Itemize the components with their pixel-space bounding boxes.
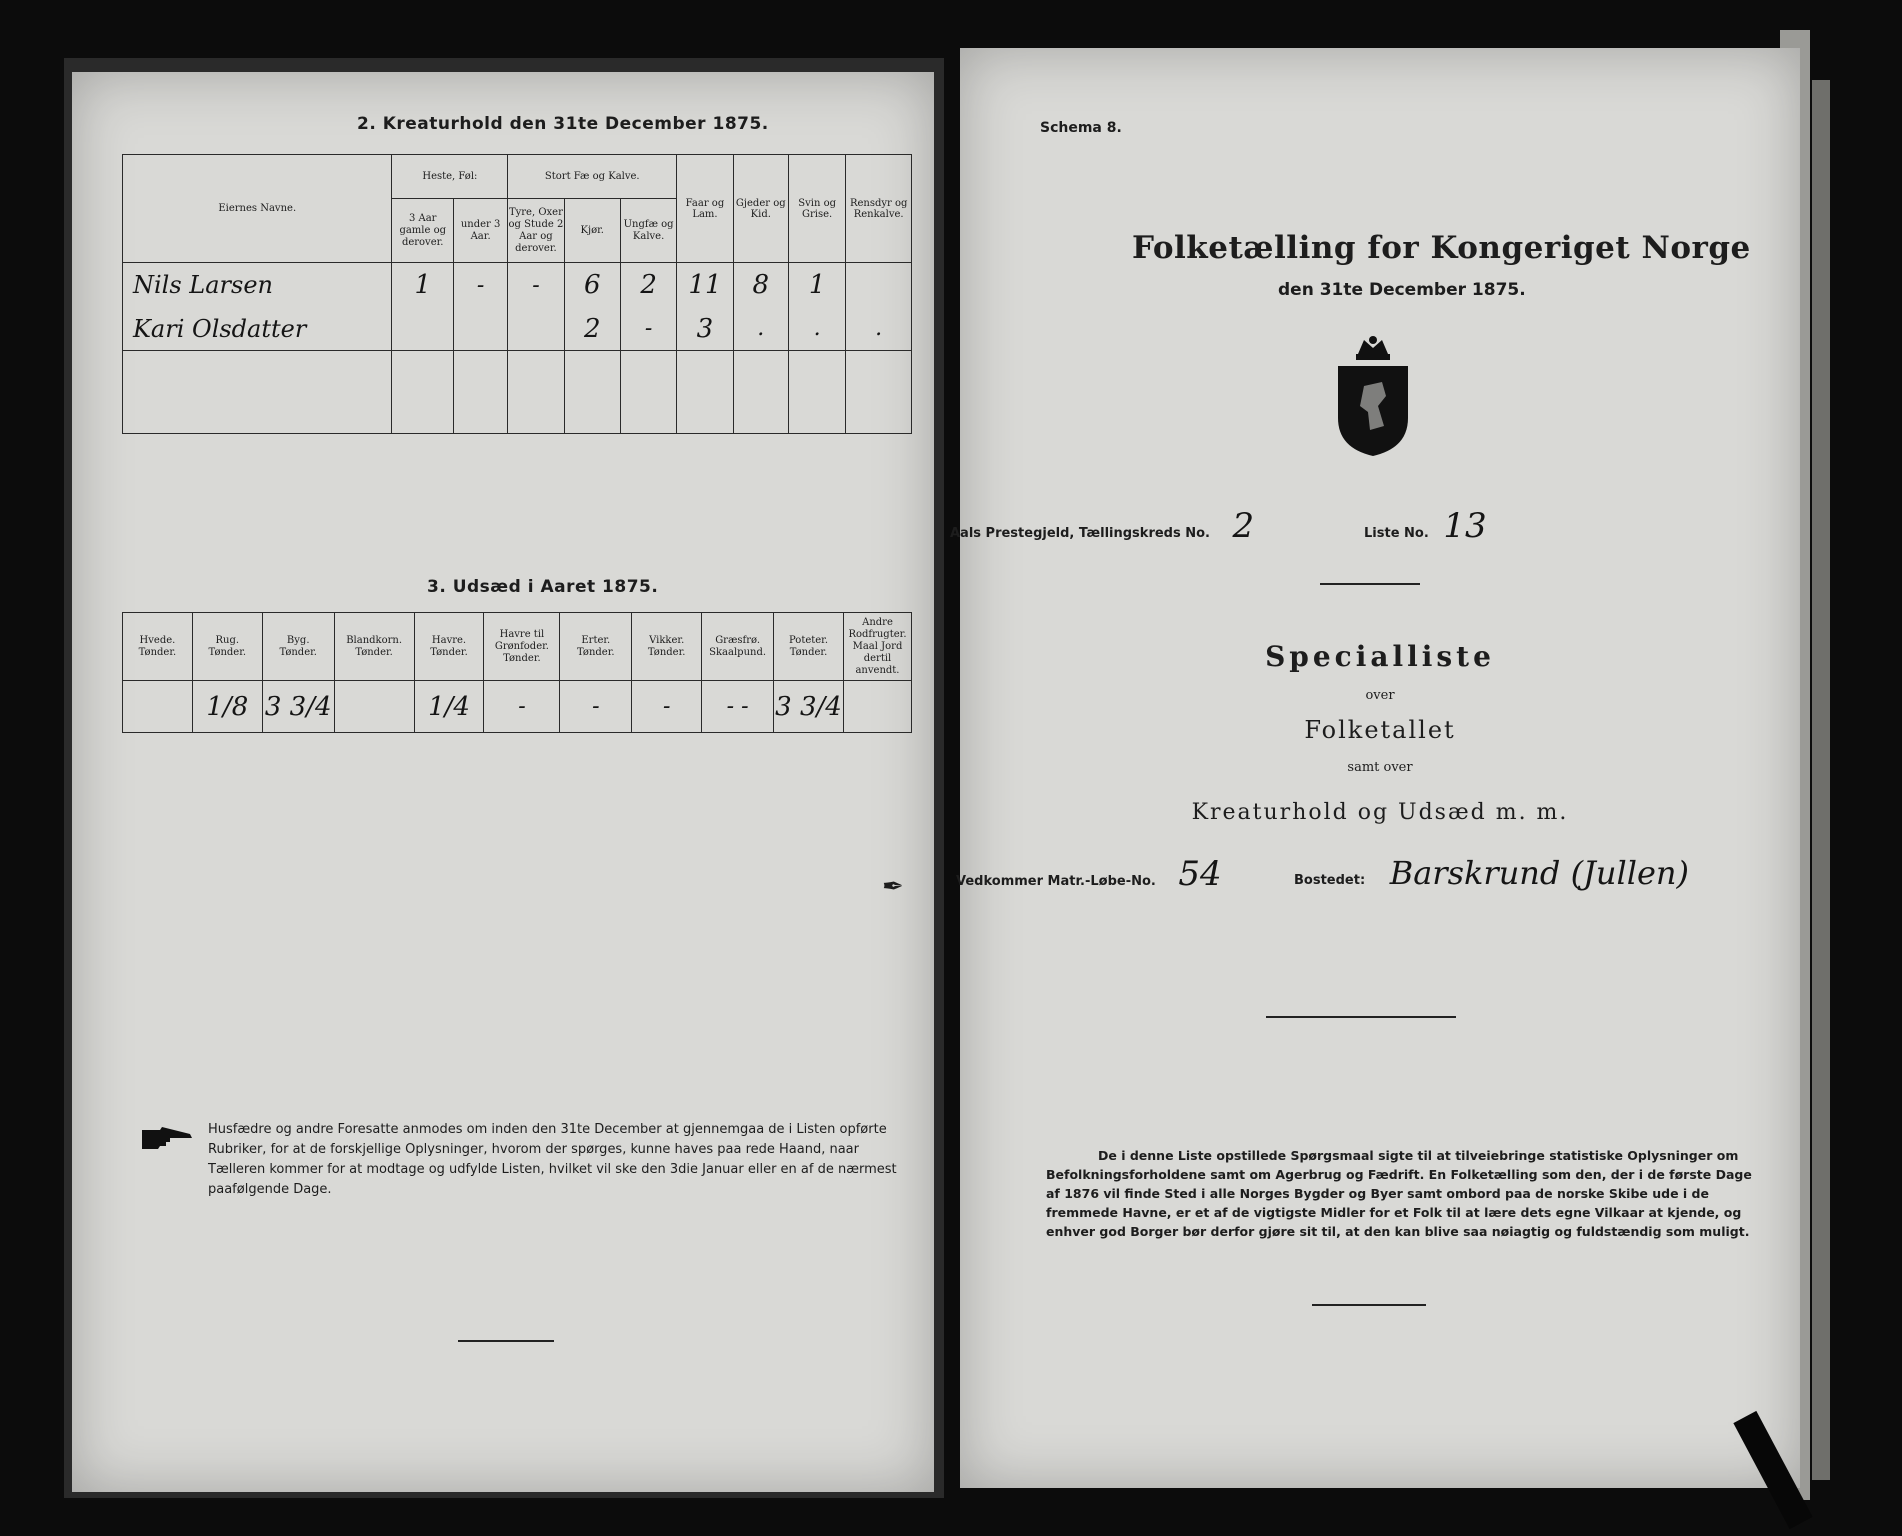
col-rensdyr: Rensdyr og Renkalve. bbox=[846, 155, 912, 263]
divider bbox=[1320, 583, 1420, 585]
page-date: den 31te December 1875. bbox=[1278, 280, 1526, 300]
prestegjeld-label bbox=[950, 506, 1254, 546]
liste-label bbox=[1364, 506, 1487, 546]
udsaed-col-unit: Tønder. bbox=[577, 646, 615, 658]
udsaed-col-unit: Tønder. bbox=[647, 646, 686, 658]
udsaed-col-label: Andre Rodfrugter. bbox=[848, 616, 907, 640]
cell-value: - - bbox=[702, 681, 774, 733]
divider bbox=[458, 1340, 554, 1342]
ink-smudge-icon: ✒ bbox=[882, 872, 904, 902]
cell-value: 2 bbox=[564, 307, 620, 351]
cell-value bbox=[843, 681, 911, 733]
schema-label: Schema 8. bbox=[1040, 120, 1122, 136]
over-text: over bbox=[1365, 688, 1395, 703]
liste-number: 13 bbox=[1443, 506, 1487, 546]
table-row bbox=[123, 263, 912, 307]
samt-over-text: samt over bbox=[1347, 760, 1413, 775]
udsaed-header-row bbox=[123, 613, 912, 681]
specialliste-title: Specialliste bbox=[1265, 640, 1495, 673]
cell-value: - bbox=[484, 681, 560, 733]
udsaed-col-unit: Tønder. bbox=[138, 646, 177, 658]
bosted-value: Barskrund (Jullen) bbox=[1389, 854, 1689, 892]
udsaed-heading: 3. Udsæd i Aaret 1875. bbox=[427, 577, 659, 597]
liste-text: Liste No. bbox=[1364, 526, 1429, 541]
cell-value: 3 3/4 bbox=[262, 681, 334, 733]
udsaed-col-unit: Maal Jord dertil anvendt. bbox=[852, 640, 903, 676]
matr-number: 54 bbox=[1178, 854, 1222, 894]
udsaed-col-unit: Tønder. bbox=[355, 646, 393, 658]
cell-value: 11 bbox=[677, 263, 733, 307]
cell-value: 6 bbox=[564, 263, 620, 307]
udsaed-col-unit: Tønder. bbox=[208, 646, 247, 658]
cell-value: 3 3/4 bbox=[774, 681, 844, 733]
udsaed-col-label: Havre til Grønfoder. bbox=[494, 628, 549, 652]
cell-value: - bbox=[620, 307, 676, 351]
cell-value: . bbox=[788, 307, 845, 351]
udsaed-table bbox=[122, 612, 912, 733]
udsaed-col-unit: Tønder. bbox=[430, 646, 468, 658]
udsaed-col-label: Vikker. bbox=[649, 634, 685, 646]
kreds-number: 2 bbox=[1232, 506, 1255, 546]
owner-name: Kari Olsdatter bbox=[123, 307, 392, 351]
kreatur-udsaed-title: Kreaturhold og Udsæd m. m. bbox=[1191, 800, 1569, 825]
udsaed-col-unit: Tønder. bbox=[503, 652, 541, 664]
udsaed-col-unit: Skaalpund. bbox=[709, 646, 767, 658]
divider bbox=[1312, 1304, 1426, 1306]
col-gjeder: Gjeder og Kid. bbox=[733, 155, 788, 263]
left-page bbox=[72, 72, 934, 1492]
cell-value: . bbox=[733, 307, 788, 351]
cell-value: 8 bbox=[733, 263, 788, 307]
bosted-label bbox=[1294, 854, 1689, 892]
udsaed-col-label: Poteter. bbox=[788, 634, 829, 646]
page-title: Folketælling for Kongeriget Norge bbox=[1132, 230, 1751, 266]
table-row bbox=[123, 307, 912, 351]
udsaed-col-label: Havre. bbox=[431, 634, 467, 646]
udsaed-col-label: Rug. bbox=[215, 634, 240, 646]
udsaed-col-label: Blandkorn. bbox=[346, 634, 403, 646]
cell-value bbox=[392, 307, 453, 351]
prestegjeld-text: Aals Prestegjeld, Tællingskreds No. bbox=[950, 526, 1210, 541]
udsaed-col-unit: Tønder. bbox=[789, 646, 828, 658]
cell-value bbox=[508, 307, 564, 351]
kreatur-heading: 2. Kreaturhold den 31te December 1875. bbox=[357, 114, 769, 134]
col-stort-c: Ungfæ og Kalve. bbox=[620, 198, 676, 263]
owner-name: Nils Larsen bbox=[123, 263, 392, 307]
notice-text: Husfædre og andre Foresatte anmodes om inden den 31te December at gjennemgaa de i Listen opførte Rubriker, for at de forskjellige Oplysninger, hvorom der spørges, kunne haves paa rede Haand, naar Tælleren kommer for at modtage og udfylde Listen, hvilket vil ske den 3die Januar eller en af de nærmest paafølgende Dage. bbox=[208, 1122, 897, 1197]
cell-value: - bbox=[632, 681, 702, 733]
coat-of-arms-icon bbox=[1330, 336, 1416, 458]
table-row bbox=[123, 681, 912, 733]
cell-value: 2 bbox=[620, 263, 676, 307]
col-svin: Svin og Grise. bbox=[788, 155, 845, 263]
udsaed-col-label: Erter. bbox=[581, 634, 611, 646]
cell-value: - bbox=[453, 263, 507, 307]
table-row bbox=[123, 351, 912, 434]
right-page bbox=[950, 48, 1800, 1488]
cell-value bbox=[334, 681, 414, 733]
col-faar: Faar og Lam. bbox=[677, 155, 733, 263]
cell-value bbox=[846, 263, 912, 307]
col-stort-a: Tyre, Oxer og Stude 2 Aar og derover. bbox=[508, 198, 564, 263]
notice-text: De i denne Liste opstillede Spørgsmaal sigte til at tilveiebringe statistiske Oplysninger om Befolkningsforholdene samt om Agerbrug og Fædrift. En Folketælling som den, der i de første Dage af 1876 vil finde Sted i alle Norges Bygder og Byer samt ombord paa de norske Skibe ude i de fremmede Havne, er et af de vigtigste Midler for et Folk til at lære dets egne Vilkaar at kjende, og enhver god Borger bør derfor gjøre sit til, at den kan blive saa nøiagtig og fuldstændig som muligt. bbox=[1046, 1148, 1752, 1239]
matr-label bbox=[956, 854, 1222, 894]
cell-value bbox=[453, 307, 507, 351]
pointing-hand-icon bbox=[140, 1124, 196, 1152]
folketallet-title: Folketallet bbox=[1304, 716, 1456, 744]
cell-value: . bbox=[846, 307, 912, 351]
col-heste: Heste, Føl: bbox=[392, 155, 508, 199]
bosted-text: Bostedet: bbox=[1294, 873, 1366, 888]
col-heste-b: under 3 Aar. bbox=[453, 198, 507, 263]
cell-value: 1 bbox=[392, 263, 453, 307]
col-stort-fae: Stort Fæ og Kalve. bbox=[508, 155, 677, 199]
cell-value: 1/8 bbox=[192, 681, 262, 733]
udsaed-col-label: Hvede. bbox=[139, 634, 176, 646]
udsaed-col-label: Græsfrø. bbox=[715, 634, 760, 646]
kreatur-table bbox=[122, 154, 912, 434]
matr-text: Vedkommer Matr.-Løbe-No. bbox=[956, 874, 1156, 889]
cell-value: - bbox=[508, 263, 564, 307]
cell-value: 1 bbox=[788, 263, 845, 307]
col-heste-a: 3 Aar gamle og derover. bbox=[392, 198, 453, 263]
col-stort-b: Kjør. bbox=[564, 198, 620, 263]
cell-value: - bbox=[560, 681, 632, 733]
udsaed-col-label: Byg. bbox=[286, 634, 310, 646]
udsaed-col-unit: Tønder. bbox=[279, 646, 317, 658]
cell-value: 3 bbox=[677, 307, 733, 351]
divider bbox=[1266, 1016, 1456, 1018]
cell-value bbox=[123, 681, 193, 733]
cell-value: 1/4 bbox=[414, 681, 484, 733]
col-eiernes-navne: Eiernes Navne. bbox=[123, 155, 392, 263]
right-sheet-edge-2 bbox=[1812, 80, 1830, 1480]
